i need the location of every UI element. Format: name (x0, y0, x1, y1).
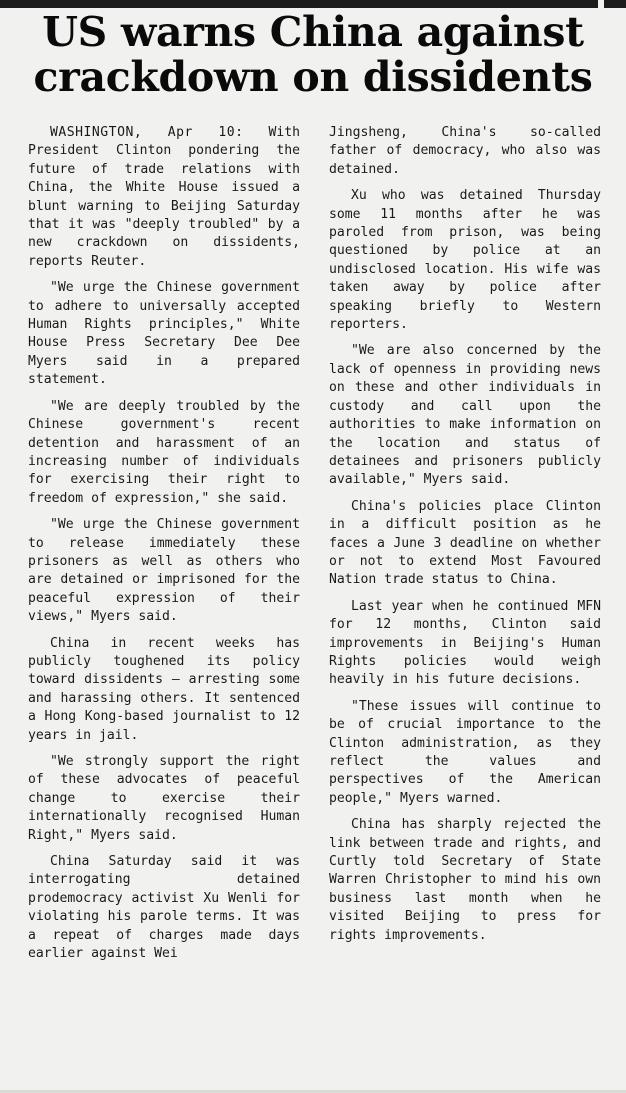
top-border-rule (0, 0, 626, 8)
paragraph: China's policies place Clinton in a difficult position as he faces a June 3 deadline on whether or not to extend Most Favoured Nation trade status to China. (329, 498, 601, 588)
paragraph: "We are also concerned by the lack of openness in providing news on these and other individuals in custody and call upon the authorities to make information on the location and status of detainees and prisoners publicly available," Myers said. (329, 343, 601, 488)
paragraph: China in recent weeks has publicly toughened its policy toward dissidents — arresting some and harassing others. It sentenced a Hong Kong-based journalist to 12 years in jail. (28, 635, 300, 743)
lead-text: With President Clinton pondering the future of trade relations with China, the White House issued a blunt warning to Beijing Saturday that it was "deeply troubled" by a new crackdown on dissidents, reports Reuter. (28, 125, 300, 269)
paragraph-continued: Jingsheng, China's so-called father of democracy, who also was detained. (329, 125, 601, 177)
paragraph: Xu who was detained Thursday some 11 months after he was paroled from prison, was being questioned by police at an undisclosed location. His wife was taken away by police after speaking briefly to Western reporters. (329, 188, 601, 333)
paragraph: "These issues will continue to be of crucial importance to the Clinton administration, as they reflect the values and perspectives of the American people," Myers warned. (329, 698, 601, 806)
article-headline (0, 10, 626, 100)
headline-line-1: US warns China against (42, 8, 584, 56)
paragraph: "We urge the Chinese government to adhere to universally accepted Human Rights principles," White House Press Secretary Dee Dee Myers said in a prepared statement. (28, 280, 300, 388)
torn-edge (598, 0, 604, 8)
left-column (28, 124, 300, 971)
headline-line-2: crackdown on dissidents (33, 53, 593, 101)
paragraph: "We strongly support the right of these advocates of peaceful change to exercise their internationally recognised Human Right," Myers said. (28, 754, 300, 843)
paragraph-lead (28, 124, 300, 271)
paragraph: China has sharply rejected the link between trade and rights, and Curtly told Secretary of State Warren Christopher to mind his own business last month when he visited Beijing to press for rights improvements. (329, 817, 601, 943)
paragraph: China Saturday said it was interrogating detained prodemocracy activist Xu Wenli for violating his parole terms. It was a repeat of charges made days earlier against Wei (28, 854, 300, 962)
paragraph: Last year when he continued MFN for 12 months, Clinton said improvements in Beijing's Human Rights policies would weigh heavily in his future decisions. (329, 598, 601, 688)
dateline: WASHINGTON, Apr 10: (50, 125, 244, 140)
paragraph: "We urge the Chinese government to release immediately these prisoners as well as others who are detained or imprisoned for the peaceful expression of their views," Myers said. (28, 517, 300, 625)
paragraph: "We are deeply troubled by the Chinese government's recent detention and harassment of an increasing number of individuals for exercising their right to freedom of expression," she said. (28, 398, 300, 506)
right-column (329, 124, 601, 953)
